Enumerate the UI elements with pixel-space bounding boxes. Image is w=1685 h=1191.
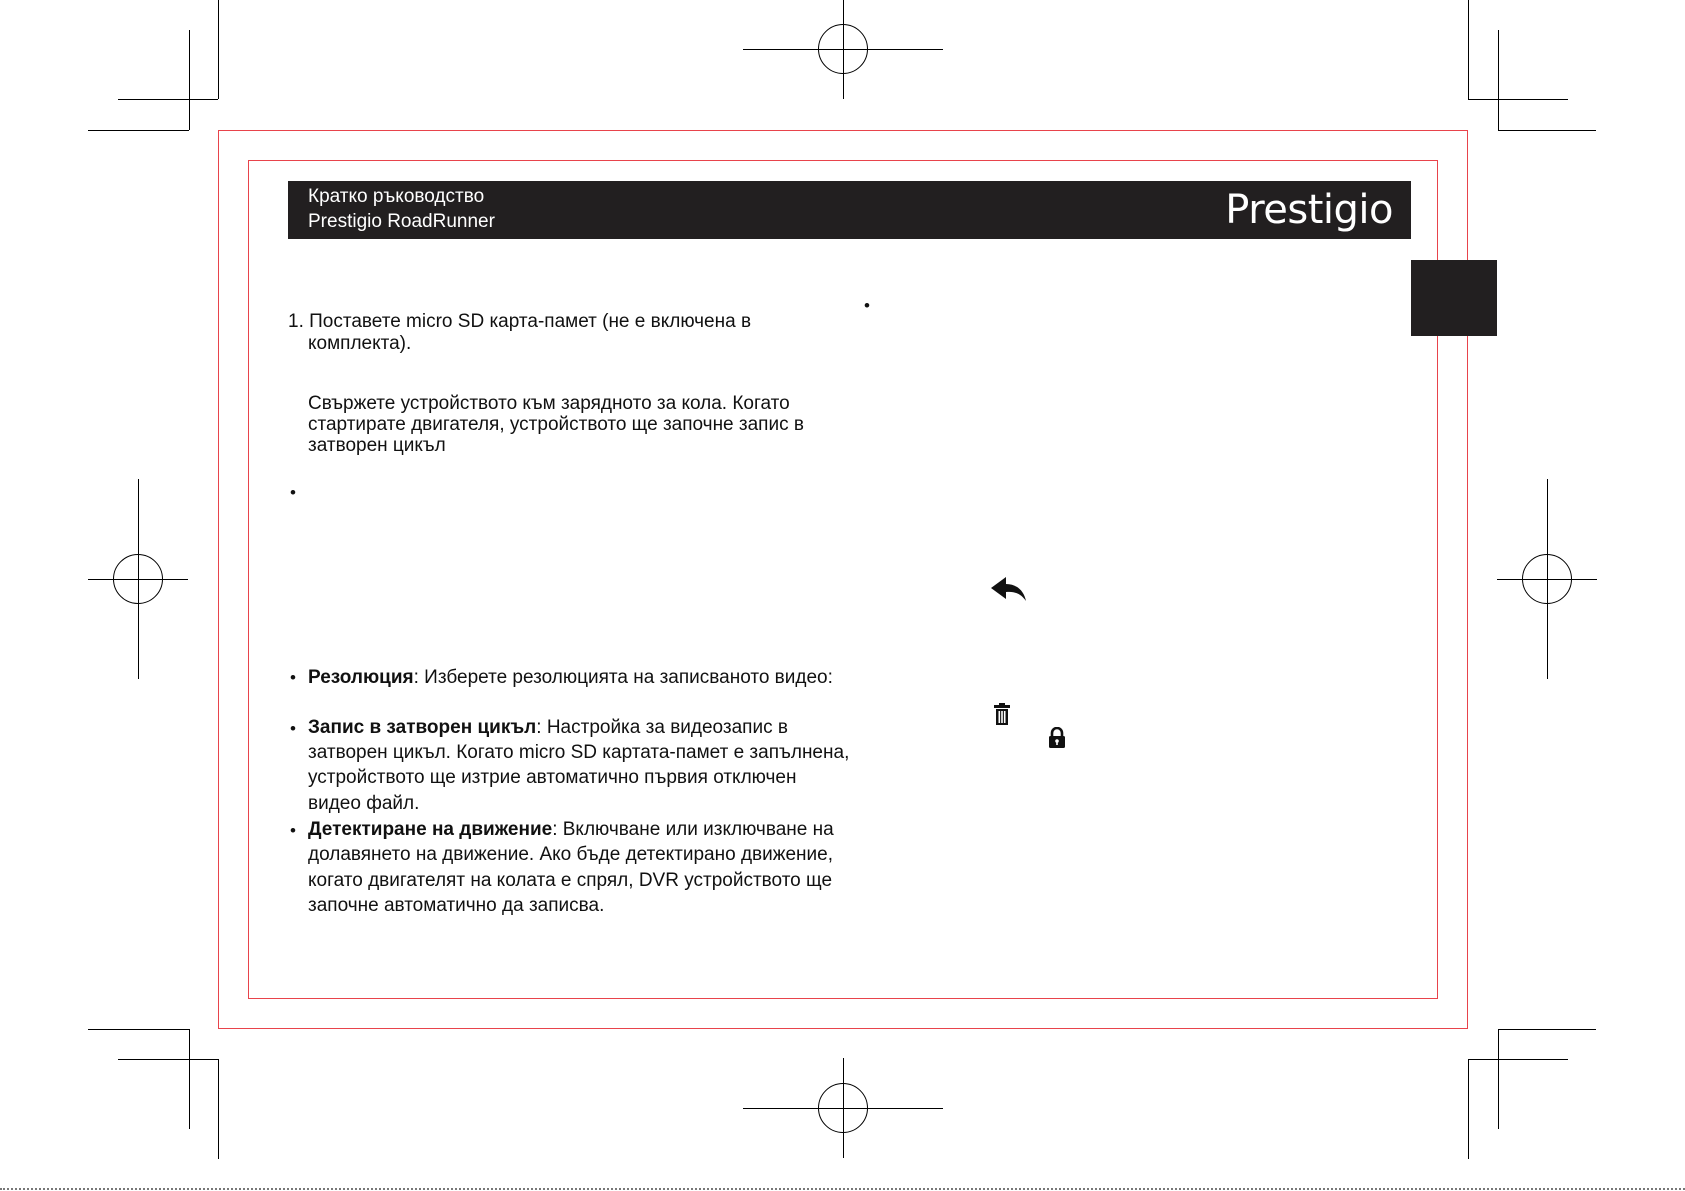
step2-line2: стартирате двигателя, устройството ще започне запис в: [308, 414, 804, 435]
header-bar: [288, 181, 1411, 239]
loop-text-1: : Настройка за видеозапис в: [536, 717, 788, 738]
bullet-loop: •: [290, 719, 296, 738]
loop-term: Запис в затворен цикъл: [308, 717, 537, 738]
header-subtitle: Prestigio RoadRunner: [308, 211, 495, 232]
trash-icon: [994, 703, 1010, 725]
setting-motion-line1: [308, 817, 834, 843]
setting-loop-line4: видео файл.: [308, 793, 420, 814]
side-tab-marker: [1411, 260, 1497, 336]
bullet-resolution: •: [290, 668, 296, 687]
setting-loop-line1: [308, 715, 788, 741]
header-title: Кратко ръководство: [308, 186, 485, 207]
bullet-empty-left: •: [290, 483, 296, 502]
step2-line3: затворен цикъл: [308, 435, 446, 456]
bullet-motion: •: [290, 821, 296, 840]
setting-loop-line3: устройството ще изтрие автоматично първия отключен: [308, 767, 797, 788]
setting-motion-line4: започне автоматично да записва.: [308, 895, 605, 916]
setting-loop-line2: затворен цикъл. Когато micro SD картата-памет е запълнена,: [308, 742, 850, 763]
setting-motion-line3: когато двигателят на колата е спрял, DVR устройството ще: [308, 870, 833, 891]
setting-resolution: [308, 667, 833, 688]
step2-line1: Свържете устройството към зарядното за кола. Когато: [308, 393, 790, 414]
page-edge-dotted-line: [0, 1188, 1685, 1190]
resolution-term: Резолюция: [308, 667, 414, 688]
setting-motion-line2: долавянето на движение. Ако бъде детектирано движение,: [308, 844, 833, 865]
motion-text-1: : Включване или изключване на: [552, 819, 834, 840]
brand-logo: Prestigio: [1225, 187, 1393, 233]
step1-line2: комплекта).: [308, 333, 412, 354]
back-arrow-icon: [990, 576, 1028, 602]
motion-term: Детектиране на движение: [308, 819, 553, 840]
lock-icon: [1048, 727, 1066, 748]
bullet-empty-right: •: [864, 296, 870, 315]
step1-line1: 1. Поставете micro SD карта-памет (не е включена в: [288, 311, 752, 332]
resolution-text: : Изберете резолюцията на записваното видео:: [413, 667, 833, 688]
